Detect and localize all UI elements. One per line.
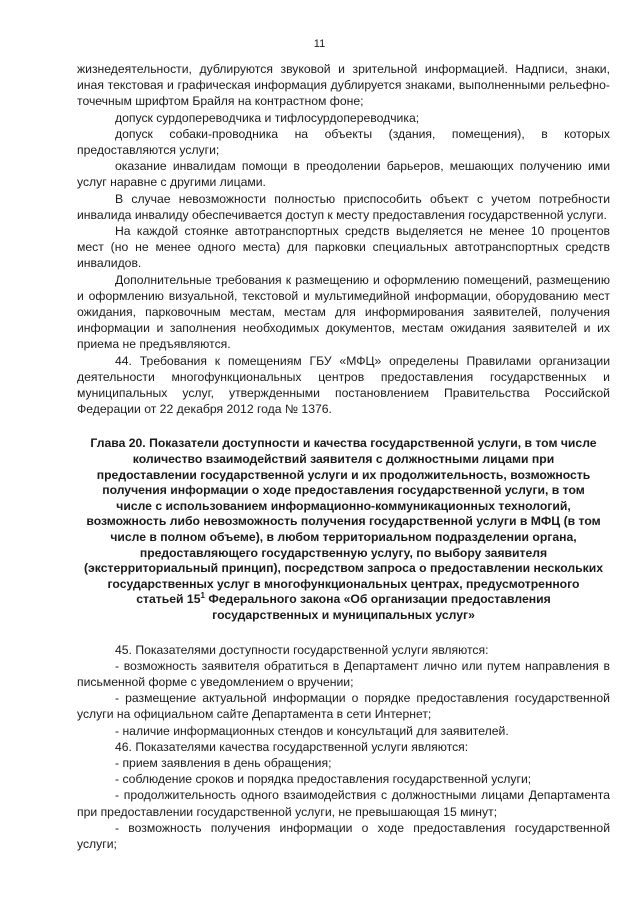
list-item: - возможность получения информации о ходе предоставления государственной услуги; — [77, 820, 610, 852]
page-number: 11 — [313, 38, 326, 50]
paragraph: 46. Показателями качества государственной услуги являются: — [115, 739, 469, 754]
paragraph: оказание инвалидам помощи в преодолении барьеров, мешающих получению ими услуг наравне с другими лицами. — [77, 159, 610, 190]
paragraph: В случае невозможности полностью приспособить объект с учетом потребности инвалида инвалиду обеспечивается доступ к месту предоставления государственной услуги. — [77, 191, 610, 222]
chapter-heading-text: Глава 20. Показатели доступности и качества государственной услуги, в том числе количество взаимодействий заявителя с должностными лицами при предоставлении государственной услуги и их продолжительность, возможность получения информации о ходе предоставления государственной услуги, в том числе с использованием информационно-коммуникационных технологий, возможность либо невозможность получения государственной услуги в МФЦ (в том числе в полном объеме), в любом территориальном подразделении органа, предоставляющего государственную услугу, по выбору заявителя (экстерриториальный принцип), посредством запроса о предоставлении нескольких государственных услуг в многофункциональных центрах, предусмотренного статьей 15 — [84, 436, 603, 607]
chapter-heading-superscript: 1 — [200, 591, 205, 601]
chapter-heading — [77, 436, 610, 623]
paragraph: допуск собаки-проводника на объекты (здания, помещения), в которых предоставляются услуги; — [77, 126, 610, 158]
list-item: - прием заявления в день обращения; — [115, 756, 332, 771]
paragraph: жизнедеятельности, дублируются звуковой и зрительной информацией. Надписи, знаки, иная текстовая и графическая информация дублируется знаками, выполненными рельефно-точечным шрифтом Брайля на контрастном фоне; — [77, 62, 610, 109]
paragraph: 44. Требования к помещениям ГБУ «МФЦ» определены Правилами организации деятельности многофункциональных центров предоставления государственных и муниципальных услуг, утвержденными постановлением Правительства Российской Федерации от 22 декабря 2012 года № 1376. — [77, 353, 610, 417]
paragraph: 45. Показателями доступности государственной услуги являются: — [115, 642, 489, 657]
list-item: - размещение актуальной информации о порядке предоставления государственной услуги на официальном сайте Департамента в сети Интернет; — [77, 691, 610, 722]
list-item: - наличие информационных стендов и консультаций для заявителей. — [115, 723, 509, 738]
paragraph: На каждой стоянке автотранспортных средств выделяется не менее 10 процентов мест (но не менее одного места) для парковки специальных автотранспортных средств инвалидов. — [77, 224, 610, 271]
list-item: - продолжительность одного взаимодействия с должностными лицами Департамента при предоставлении государственной услуги, не превышающая 15 минут; — [77, 788, 610, 819]
list-item: - соблюдение сроков и порядка предоставления государственной услуги; — [115, 772, 532, 787]
chapter-heading-text-end: Федерального закона «Об организации предоставления государственных и муниципальных услуг» — [204, 592, 551, 622]
list-item: - возможность заявителя обратиться в Департамент лично или путем направления в письменной форме с уведомлением о вручении; — [77, 658, 610, 689]
document-body — [77, 61, 610, 852]
paragraph: Дополнительные требования к размещению и оформлению помещений, размещению и оформлению визуальной, текстовой и мультимедийной информации, оборудованию мест ожидания, парковочным местам, местам для информирования заявителей, получения информации и заполнения необходимых документов, местам ожидания заявителей и их приема не предъявляются. — [77, 272, 610, 352]
paragraph: допуск сурдопереводчика и тифлосурдопереводчика; — [115, 110, 420, 125]
